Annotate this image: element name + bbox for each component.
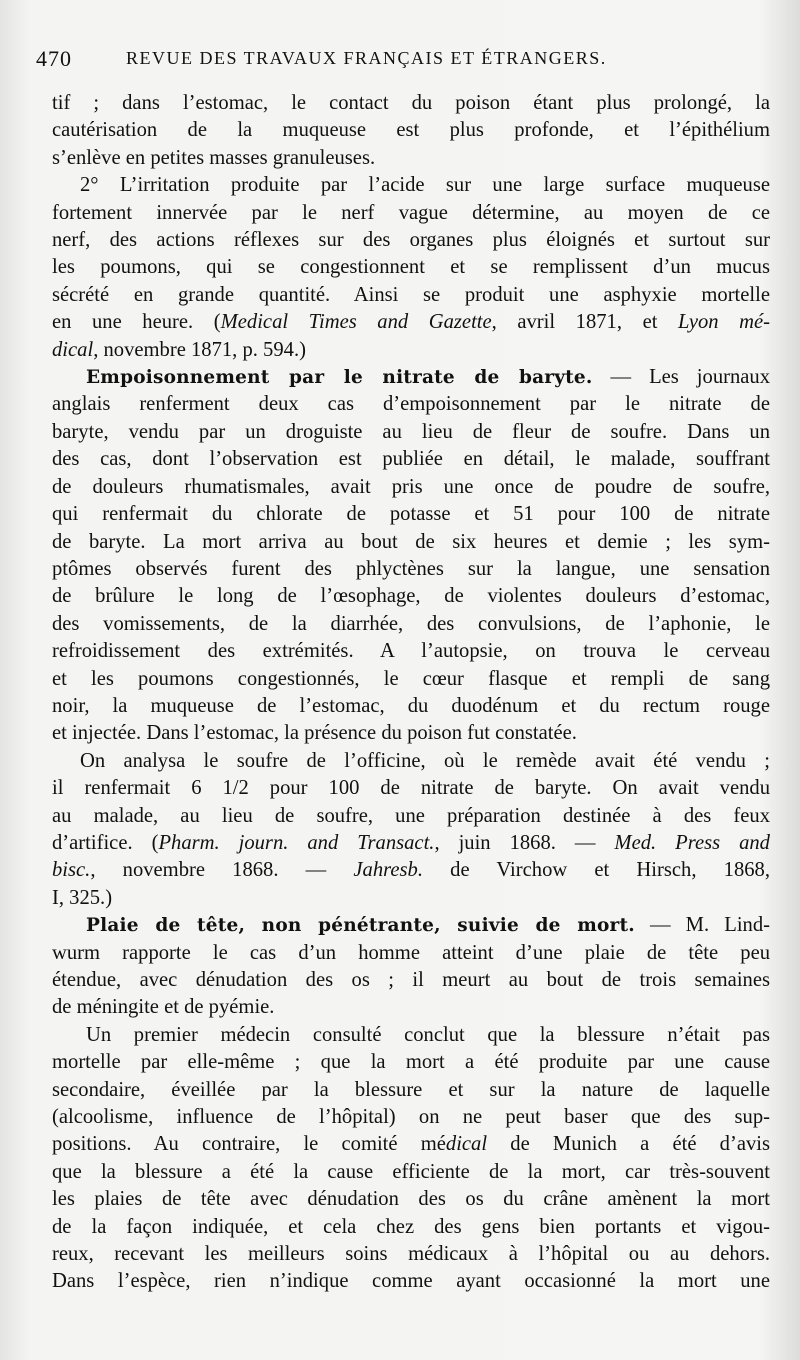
text-line: d’artifice. (Pharm. journ. and Transact., juin 1868. — Med. Press and	[52, 831, 770, 854]
running-title: REVUE DES TRAVAUX FRANÇAIS ET ÉTRANGERS.	[126, 48, 607, 68]
text-line: au malade, au lieu de soufre, une préparation destinée à des feux	[52, 804, 770, 827]
text-line: 2° L’irritation produite par l’acide sur une large surface muqueuse	[80, 174, 770, 197]
text-line: tif ; dans l’estomac, le contact du poison étant plus prolongé, la	[52, 92, 770, 114]
text-line: et injectée. Dans l’estomac, la présence du poison fut constatée.	[52, 722, 577, 745]
text-line: en une heure. (Medical Times and Gazette, avril 1871, et Lyon mé-	[52, 311, 771, 334]
text-line: Dans l’espèce, rien n’indique comme ayant occasionné la mort une	[52, 1270, 770, 1293]
text-line: les poumons, qui se congestionnent et se remplissent d’un mucus	[52, 256, 770, 279]
text-line: fortement innervée par le nerf vague détermine, au moyen de ce	[52, 201, 770, 224]
running-header	[36, 44, 776, 78]
text-line: étendue, avec dénudation des os ; il meurt au bout de trois semaines	[52, 969, 770, 991]
text-line: et les poumons congestionnés, le cœur flasque et rempli de sang	[52, 667, 770, 690]
text-line: de brûlure le long de l’œsophage, de violentes douleurs d’estomac,	[52, 585, 770, 608]
text-line: de méningite et de pyémie.	[52, 996, 275, 1019]
text-line: Empoisonnement par le nitrate de baryte. — Les journaux	[86, 366, 770, 389]
text-line: reux, recevant les meilleurs soins médicaux à l’hôpital ou au dehors.	[52, 1243, 770, 1266]
text-line: il renfermait 6 1/2 pour 100 de nitrate de baryte. On avait vendu	[52, 777, 770, 800]
text-line: bisc., novembre 1868. — Jahresb. de Virchow et Hirsch, 1868,	[52, 859, 770, 882]
page-number: 470	[36, 46, 72, 71]
text-line: de baryte. La mort arriva au bout de six heures et demie ; les sym-	[52, 530, 770, 553]
text-line: refroidissement des extrémités. A l’autopsie, on trouva le cerveau	[52, 640, 770, 663]
text-line: cautérisation de la muqueuse est plus profonde, et l’épithélium	[52, 119, 770, 142]
text-line: baryte, vendu par un droguiste au lieu de fleur de soufre. Dans un	[52, 420, 770, 443]
body-text	[52, 90, 770, 1296]
text-line: secondaire, éveillée par la blessure et sur la nature de laquelle	[52, 1078, 770, 1101]
text-line: mortelle par elle-même ; que la mort a été produite par une cause	[52, 1051, 770, 1074]
text-line: des cas, dont l’observation est publiée en détail, le malade, souffrant	[52, 448, 770, 471]
text-line: dical, novembre 1871, p. 594.)	[52, 338, 306, 361]
text-line: wurm rapporte le cas d’un homme atteint d’une plaie de tête peu	[52, 941, 770, 964]
text-line: les plaies de tête avec dénudation des os du crâne amènent la mort	[52, 1188, 770, 1211]
text-line: I, 325.)	[52, 886, 113, 909]
text-line: Plaie de tête, non pénétrante, suivie de mort. — M. Lind-	[86, 914, 770, 937]
text-line: (alcoolisme, influence de l’hôpital) on ne peut baser que des sup-	[52, 1106, 770, 1129]
text-line: de la façon indiquée, et cela chez des gens bien portants et vigou-	[52, 1215, 770, 1238]
text-line: nerf, des actions réflexes sur des organes plus éloignés et surtout sur	[52, 229, 770, 252]
text-line: On analysa le soufre de l’officine, où le remède avait été vendu ;	[80, 749, 770, 772]
text-line: anglais renferment deux cas d’empoisonnement par le nitrate de	[52, 393, 770, 416]
text-line: des vomissements, de la diarrhée, des convulsions, de l’aphonie, le	[52, 612, 770, 635]
text-line: ptômes observés furent des phlyctènes sur la langue, une sensation	[52, 557, 770, 580]
text-line: de douleurs rhumatismales, avait pris une once de poudre de soufre,	[52, 475, 770, 498]
text-line: noir, la muqueuse de l’estomac, du duodénum et du rectum rouge	[52, 694, 770, 717]
text-line: qui renfermait du chlorate de potasse et 51 pour 100 de nitrate	[52, 503, 770, 526]
text-line: sécrété en grande quantité. Ainsi se produit une asphyxie mortelle	[52, 283, 770, 306]
text-line: Un premier médecin consulté conclut que la blessure n’était pas	[86, 1023, 770, 1046]
text-line: positions. Au contraire, le comité médical de Munich a été d’avis	[52, 1133, 770, 1156]
text-line: que la blessure a été la cause efficiente de la mort, car très-souvent	[52, 1160, 770, 1183]
text-line: s’enlève en petites masses granuleuses.	[52, 146, 376, 169]
